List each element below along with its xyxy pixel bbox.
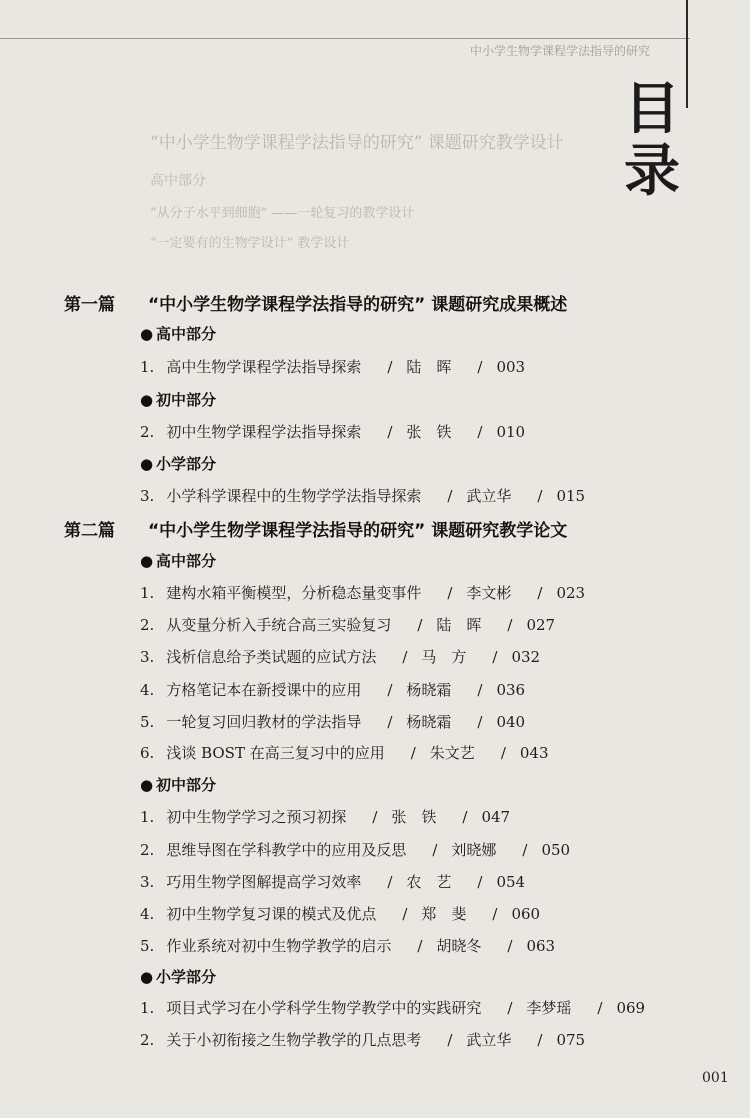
section-heading [140,389,216,410]
toc-entry: 3. 浅析信息给予类试题的应试方法 / 马 方 / 032 [140,648,541,666]
entry-author: 李文彬 [466,584,512,602]
entry-title: 关于小初衔接之生物学教学的几点思考 [166,1031,422,1049]
toc-entry: 1. 项目式学习在小学科学生物学教学中的实践研究 / 李梦瑶 / 069 [140,999,646,1017]
entry-index: 3. [140,873,155,891]
toc-entry: 6. 浅谈 BOST 在高三复习中的应用 / 朱文艺 / 043 [140,744,549,762]
section-name: 初中部分 [156,776,217,794]
entry-author: 武立华 [466,1031,512,1049]
section-heading [140,453,216,474]
running-head: 中小学生物学课程学法指导的研究 [470,44,651,58]
entry-author: 马 方 [421,648,467,666]
entry-page: 023 [556,584,586,602]
entry-page: 075 [556,1031,586,1049]
entry-index: 4. [140,905,155,923]
entry-index: 1. [140,808,155,826]
entry-author: 张 铁 [391,808,437,826]
section-name: 初中部分 [156,391,217,409]
entry-index: 6. [140,744,155,762]
entry-page: 040 [496,713,526,731]
entry-index: 2. [140,1031,155,1049]
entry-index: 1. [140,584,155,602]
part-number: 第一篇 [64,295,115,315]
bleed-text: “中小学生物学课程学法指导的研究” 课题研究教学设计 [150,133,564,153]
header-rule [0,38,690,39]
entry-index: 1. [140,358,155,376]
bullet-icon: ● [140,776,154,794]
entry-author: 朱文艺 [429,744,475,762]
entry-page: 050 [541,841,571,859]
entry-page: 003 [496,358,526,376]
entry-page: 027 [526,616,556,634]
entry-page: 015 [556,487,586,505]
entry-page: 010 [496,423,526,441]
section-name: 小学部分 [156,968,217,986]
entry-index: 5. [140,937,155,955]
bleed-text: 高中部分 [150,173,206,189]
entry-page: 032 [511,648,541,666]
entry-page: 054 [496,873,526,891]
section-heading [140,966,216,987]
bullet-icon: ● [140,325,154,343]
section-heading [140,550,216,571]
bleed-text: “一定要有的生物学设计” 教学设计 [150,236,350,251]
entry-title: 作业系统对初中生物学教学的启示 [166,937,392,955]
part-heading [64,290,567,315]
toc-entry: 5. 作业系统对初中生物学教学的启示 / 胡晓冬 / 063 [140,937,556,955]
bleed-text: “从分子水平到细胞” ——一轮复习的教学设计 [150,206,415,221]
toc-entry: 4. 方格笔记本在新授课中的应用 / 杨晓霜 / 036 [140,681,526,699]
part-heading [64,516,567,541]
entry-title: 初中生物学复习课的模式及优点 [166,905,377,923]
entry-author: 杨晓霜 [406,713,452,731]
entry-title: 小学科学课程中的生物学学法指导探索 [166,487,422,505]
vertical-rule [686,0,688,108]
entry-index: 4. [140,681,155,699]
entry-index: 3. [140,487,155,505]
bullet-icon: ● [140,391,154,409]
entry-title: 巧用生物学图解提高学习效率 [166,873,362,891]
entry-title: 一轮复习回归教材的学法指导 [166,713,362,731]
entry-index: 5. [140,713,155,731]
entry-index: 3. [140,648,155,666]
entry-page: 036 [496,681,526,699]
entry-index: 1. [140,999,155,1017]
bullet-icon: ● [140,968,154,986]
entry-title: 初中生物学课程学法指导探索 [166,423,362,441]
bullet-icon: ● [140,455,154,473]
entry-page: 043 [519,744,549,762]
toc-entry: 2. 思维导图在学科教学中的应用及反思 / 刘晓娜 / 050 [140,841,571,859]
toc-entry: 1. 建构水箱平衡模型，分析稳态量变事件 / 李文彬 / 023 [140,584,586,602]
part-title: “中小学生物学课程学法指导的研究” 课题研究教学论文 [148,521,568,541]
toc-entry: 2. 关于小初衔接之生物学教学的几点思考 / 武立华 / 075 [140,1031,586,1049]
section-name: 小学部分 [156,455,217,473]
entry-author: 刘晓娜 [451,841,497,859]
entry-author: 农 艺 [406,873,452,891]
entry-page: 060 [511,905,541,923]
entry-author: 武立华 [466,487,512,505]
section-heading [140,774,216,795]
entry-title: 思维导图在学科教学中的应用及反思 [166,841,407,859]
toc-entry: 1. 高中生物学课程学法指导探索 / 陆 晖 / 003 [140,358,526,376]
entry-title: 浅析信息给予类试题的应试方法 [166,648,377,666]
entry-author: 杨晓霜 [406,681,452,699]
toc-entry: 5. 一轮复习回归教材的学法指导 / 杨晓霜 / 040 [140,713,526,731]
section-name: 高中部分 [156,552,217,570]
entry-page: 063 [526,937,556,955]
bullet-icon: ● [140,552,154,570]
entry-author: 陆 晖 [436,616,482,634]
entry-title: 从变量分析入手统合高三实验复习 [166,616,392,634]
part-title: “中小学生物学课程学法指导的研究” 课题研究成果概述 [148,295,568,315]
toc-entry: 3. 小学科学课程中的生物学学法指导探索 / 武立华 / 015 [140,487,586,505]
entry-index: 2. [140,423,155,441]
section-name: 高中部分 [156,325,217,343]
entry-title: 方格笔记本在新授课中的应用 [166,681,362,699]
toc-entry: 2. 初中生物学课程学法指导探索 / 张 铁 / 010 [140,423,526,441]
entry-index: 2. [140,841,155,859]
toc-entry: 3. 巧用生物学图解提高学习效率 / 农 艺 / 054 [140,873,526,891]
entry-title: 项目式学习在小学科学生物学教学中的实践研究 [166,999,482,1017]
toc-entry: 1. 初中生物学学习之预习初探 / 张 铁 / 047 [140,808,511,826]
entry-title: 建构水箱平衡模型，分析稳态量变事件 [166,584,422,602]
entry-index: 2. [140,616,155,634]
entry-author: 李梦瑶 [526,999,572,1017]
page-number: 001 [702,1070,729,1086]
toc-entry: 2. 从变量分析入手统合高三实验复习 / 陆 晖 / 027 [140,616,556,634]
title-char-1: 目 [624,77,680,142]
entry-author: 胡晓冬 [436,937,482,955]
section-heading [140,323,216,344]
entry-page: 069 [616,999,646,1017]
entry-title: 浅谈 BOST 在高三复习中的应用 [166,744,385,762]
entry-title: 高中生物学课程学法指导探索 [166,358,362,376]
entry-title: 初中生物学学习之预习初探 [166,808,347,826]
entry-page: 047 [481,808,511,826]
entry-author: 郑 斐 [421,905,467,923]
title-char-2: 录 [624,139,680,204]
part-number: 第二篇 [64,521,115,541]
entry-author: 张 铁 [406,423,452,441]
toc-entry: 4. 初中生物学复习课的模式及优点 / 郑 斐 / 060 [140,905,541,923]
entry-author: 陆 晖 [406,358,452,376]
